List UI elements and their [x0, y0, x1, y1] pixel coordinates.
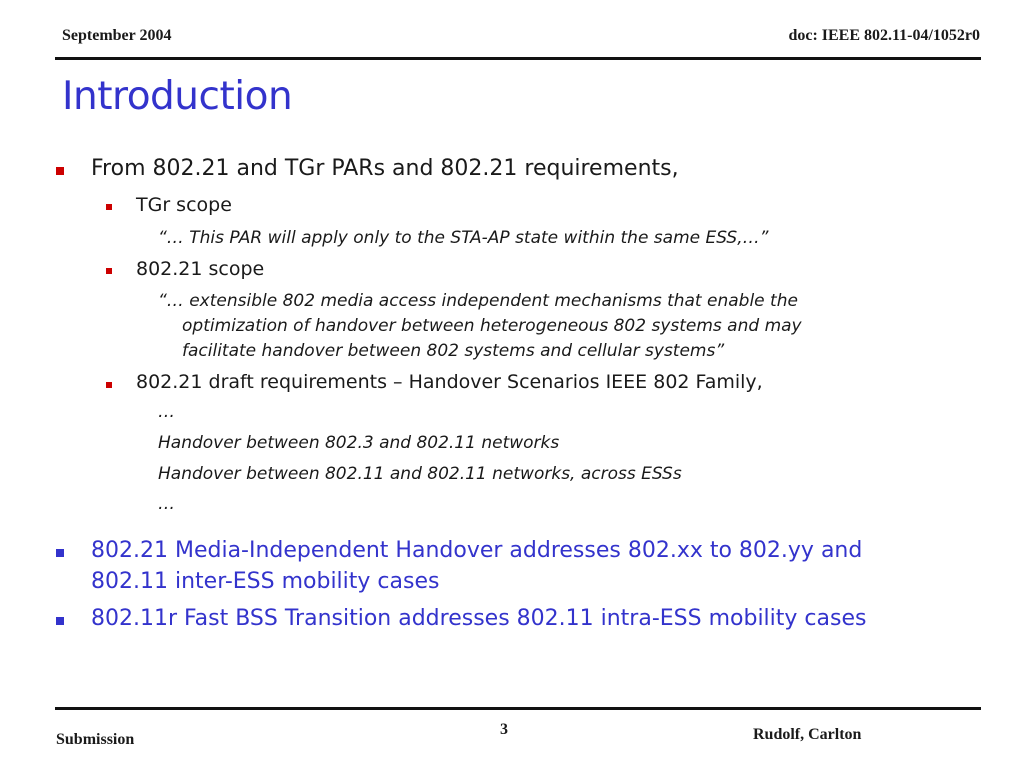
- draft-line: …: [158, 402, 175, 422]
- footer-authors: Rudolf, Carlton: [753, 726, 862, 743]
- sub-item-draft-requirements: 802.21 draft requirements – Handover Scenarios IEEE 802 Family,: [136, 371, 763, 393]
- header-doc-id: doc: IEEE 802.11-04/1052r0: [788, 27, 980, 44]
- bullet-square-icon: [106, 268, 112, 274]
- sub-item-tgr-scope: TGr scope: [136, 194, 232, 216]
- footer-submission: Submission: [56, 731, 135, 748]
- draft-line: …: [158, 494, 175, 514]
- scope-quote-line: “… extensible 802 media access independent mechanisms that enable the: [158, 291, 798, 311]
- draft-line: Handover between 802.11 and 802.11 networks, across ESSs: [158, 464, 682, 484]
- bullet-square-icon: [56, 617, 64, 625]
- bullet-square-icon: [56, 549, 64, 557]
- draft-line: Handover between 802.3 and 802.11 networks: [158, 433, 560, 453]
- bullet-square-icon: [106, 204, 112, 210]
- bullet-item-3: 802.11r Fast BSS Transition addresses 802.11 intra-ESS mobility cases: [91, 606, 867, 631]
- tgr-scope-quote: “… This PAR will apply only to the STA-AP state within the same ESS,…”: [158, 228, 769, 248]
- bullet-square-icon: [56, 167, 64, 175]
- footer-divider: [55, 707, 981, 710]
- header-date: September 2004: [62, 27, 172, 44]
- page-number: 3: [500, 721, 508, 738]
- scope-quote-line: optimization of handover between heterogeneous 802 systems and may: [182, 316, 802, 336]
- slide-title: Introduction: [62, 74, 293, 119]
- bullet-item-2-line: 802.21 Media-Independent Handover addresses 802.xx to 802.yy and: [91, 538, 863, 563]
- bullet-square-icon: [106, 382, 112, 388]
- bullet-item-2-line: 802.11 inter-ESS mobility cases: [91, 569, 440, 594]
- sub-item-802-21-scope: 802.21 scope: [136, 258, 265, 280]
- bullet-item-1: From 802.21 and TGr PARs and 802.21 requirements,: [91, 156, 679, 181]
- scope-quote-line: facilitate handover between 802 systems and cellular systems”: [182, 341, 725, 361]
